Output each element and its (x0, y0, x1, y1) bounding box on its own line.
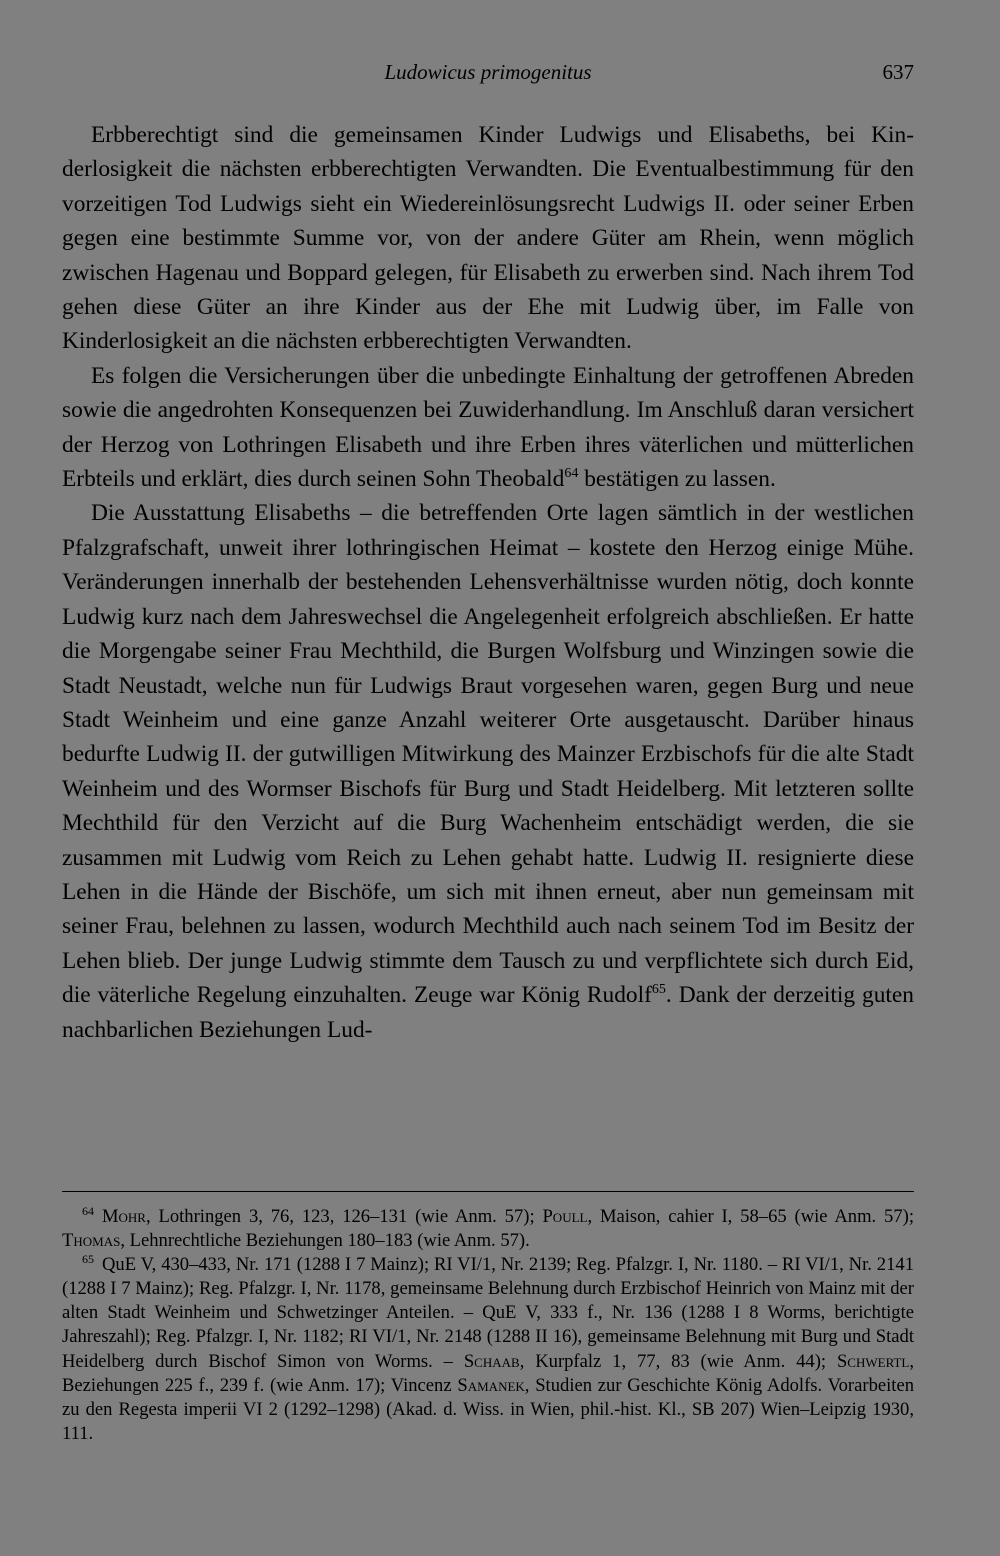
footnotes (62, 1205, 914, 1446)
paragraph-2-text-end: bestätigen zu lassen. (578, 466, 776, 493)
paragraph-2 (62, 359, 914, 497)
footnote-text: , Maison, cahier I, 58–65 (wie Anm. 57); (587, 1206, 914, 1227)
footnote-text: , Beziehungen 225 f., 239 f. (wie Anm. 17); Vincenz (62, 1350, 915, 1396)
page-number: 637 (882, 60, 914, 84)
footnote-number: 65 (82, 1252, 94, 1267)
footnote-number: 64 (82, 1204, 94, 1218)
footnote-divider (62, 1191, 914, 1192)
body-text (62, 118, 914, 1047)
footnote-64 (62, 1205, 914, 1253)
page-header (62, 56, 914, 88)
footnote-text: , Lothringen 3, 76, 123, 126–131 (wie Anm. 57); (145, 1206, 543, 1227)
footnote-text: , Lehnrechtliche Beziehungen 180–183 (wie Anm. 57). (120, 1230, 530, 1252)
footnote-text: , Kurpfalz 1, 77, 83 (wie Anm. 44); (519, 1350, 837, 1372)
paragraph-3-text: Die Ausstattung Elisabeths – die betreffenden Orte lagen sämtlich in der westlichen Pfalzgrafschaft, unweit ihrer lothringischen Heimat – kostete den Herzog einige Mühe. Veränderungen innerhalb der bestehenden Lehensverhältnisse wurden nötig, doch konnte Ludwig kurz nach dem Jahreswechsel die Angelegenheit erfolgreich abschließen. Er hatte die Morgengabe seiner Frau Mechthild, die Burgen Wolfsburg und Winzingen sowie die Stadt Neustadt, welche nun für Ludwigs Braut vorgesehen waren, gegen Burg und neue Stadt Weinheim und eine ganze Anzahl weiterer Orte ausgetauscht. Darüber hinaus bedurfte Ludwig II. der gutwilligen Mitwirkung des Mainzer Erzbischofs für die alte Stadt Weinheim und des Wormser Bischofs für Burg und Stadt Heidelberg. Mit letzteren sollte Mechthild für den Verzicht auf die Burg Wachenheim entschädigt werden, die sie zusammen mit Ludwig vom Reich zu Lehen gehabt hatte. Ludwig II. resignierte diese Lehen in die Hände der Bischöfe, um sich mit ihnen erneut, aber nun gemeinsam mit seiner Frau, belehnen zu lassen, wodurch Mechthild auch nach seinem Tod im Besitz der Lehen blieb. Der junge Ludwig stimmte dem Tausch zu und verpflichtete sich durch Eid, die väterliche Regelung einzuhalten. Zeuge war König Rudolf (62, 500, 914, 1009)
footnote-author: Poull (542, 1206, 588, 1227)
footnote-author: Schaab (463, 1350, 520, 1372)
footnote-text: QuE V, 430–433, Nr. 171 (1288 I 7 Mainz); RI VI/1, Nr. 2139; Reg. Pfalzgr. I, Nr. 1180. – RI VI/1, Nr. 2141 (1288 I 7 Mainz); Reg. Pfalzgr. I, Nr. 1178, gemeinsame Belehnung durch Erzbischof Heinrich von Mainz mit der alten Stadt Weinheim und Schwetzinger Anteilen. – QuE V, 333 f., Nr. 136 (1288 I 8 Worms, berichtigte Jahreszahl); Reg. Pfalzgr. I, Nr. 1182; RI VI/1, Nr. 2148 (1288 II 16), gemeinsame Belehnung mit Burg und Stadt Heidelberg durch Bischof Simon von Worms. – (62, 1254, 914, 1372)
footnote-ref-65: 65 (651, 982, 666, 998)
paragraph-3 (62, 496, 914, 1047)
footnote-text: , Studien zur Geschichte König Adolfs. Vorarbeiten zu den Regesta imperii VI 2 (1292–1298) (Akad. d. Wiss. in Wien, phil.-hist. Kl., SB 207) Wien–Leipzig 1930, 111. (62, 1374, 914, 1444)
footnote-author: Schwertl (836, 1350, 910, 1372)
footnote-author: Mohr (102, 1206, 146, 1227)
running-title: Ludowicus primogenitus (384, 60, 592, 84)
paragraph-3-text-end: . Dank der derzeitig guten nachbarlichen Beziehungen Lud- (62, 982, 914, 1043)
footnote-author: Samanek (457, 1374, 525, 1396)
footnote-ref-64: 64 (564, 466, 579, 482)
paragraph-1: Erbberechtigt sind die gemeinsamen Kinder Ludwigs und Elisabeths, bei Kinderlosigkeit die nächsten erbberechtigten Verwandten. Die Eventualbestimmung für den vorzeitigen Tod Ludwigs sieht ein Wiedereinlösungsrecht Ludwigs II. oder seiner Erben gegen eine bestimmte Summe vor, von der andere Güter am Rhein, wenn möglich zwischen Hagenau und Boppard gelegen, für Elisabeth zu erwerben sind. Nach ihrem Tod gehen diese Güter an ihre Kinder aus der Ehe mit Ludwig über, im Falle von Kinderlosigkeit an die nächsten erbberechtigten Verwandten. (62, 122, 914, 355)
footnote-author: Thomas (62, 1230, 121, 1252)
paragraph-2-text: Es folgen die Versicherungen über die unbedingte Einhaltung der getroffenen Abreden sowie die angedrohten Konsequenzen bei Zuwiderhandlung. Im Anschluß daran versichert der Herzog von Lothringen Elisabeth und ihre Erben ihres väterlichen und mütterlichen Erbteils und erklärt, dies durch seinen Sohn Theobald (62, 362, 914, 493)
footnote-65 (62, 1253, 914, 1446)
